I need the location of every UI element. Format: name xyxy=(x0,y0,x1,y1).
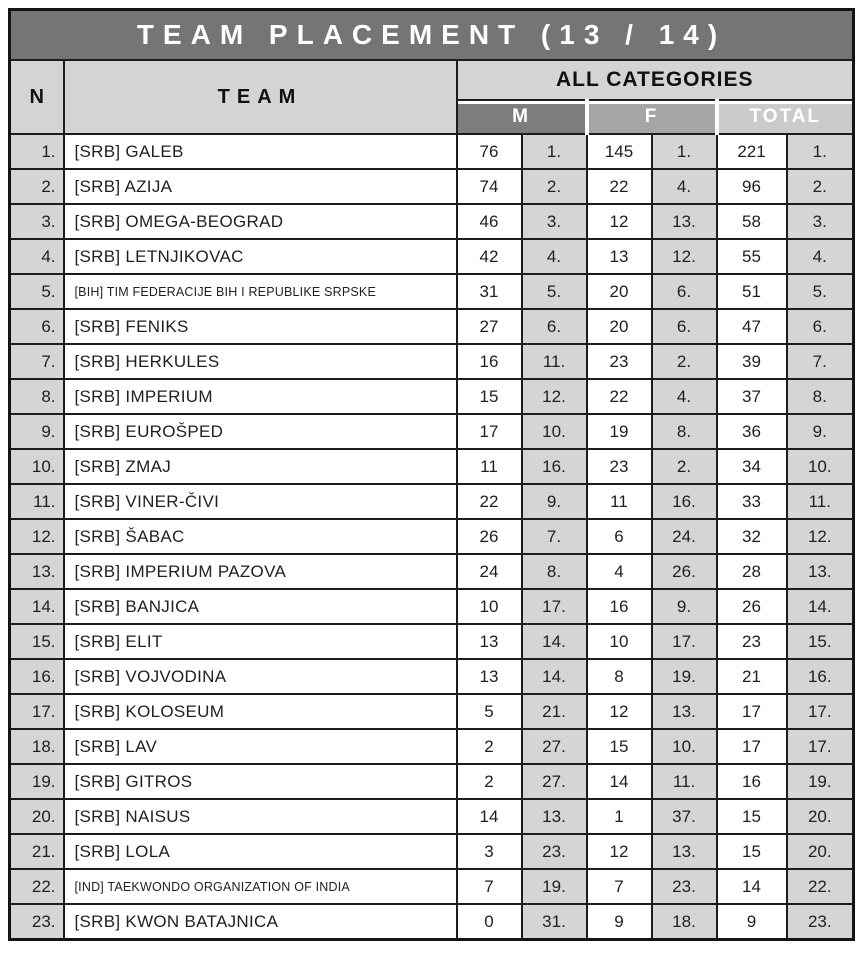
cell-total-rank: 12. xyxy=(787,519,854,554)
cell-team-name: [SRB] KWON BATAJNICA xyxy=(64,904,457,940)
table-row xyxy=(10,554,854,589)
cell-total-rank: 8. xyxy=(787,379,854,414)
cell-m-rank: 6. xyxy=(522,309,587,344)
cell-total-rank: 20. xyxy=(787,799,854,834)
cell-total-value: 221 xyxy=(717,134,787,169)
cell-placement-number: 16. xyxy=(10,659,64,694)
cell-total-rank: 3. xyxy=(787,204,854,239)
cell-m-value: 22 xyxy=(457,484,522,519)
cell-total-value: 96 xyxy=(717,169,787,204)
cell-total-rank: 10. xyxy=(787,449,854,484)
cell-m-rank: 10. xyxy=(522,414,587,449)
cell-total-rank: 23. xyxy=(787,904,854,940)
cell-team-name: [SRB] EUROŠPED xyxy=(64,414,457,449)
cell-f-value: 23 xyxy=(587,449,652,484)
cell-m-value: 2 xyxy=(457,729,522,764)
cell-f-value: 22 xyxy=(587,379,652,414)
cell-m-value: 42 xyxy=(457,239,522,274)
cell-f-value: 9 xyxy=(587,904,652,940)
cell-team-name: [SRB] LAV xyxy=(64,729,457,764)
cell-total-value: 17 xyxy=(717,694,787,729)
cell-f-value: 20 xyxy=(587,274,652,309)
cell-total-value: 58 xyxy=(717,204,787,239)
cell-team-name: [SRB] GITROS xyxy=(64,764,457,799)
cell-total-rank: 11. xyxy=(787,484,854,519)
cell-m-value: 76 xyxy=(457,134,522,169)
cell-total-value: 51 xyxy=(717,274,787,309)
cell-f-value: 23 xyxy=(587,344,652,379)
cell-placement-number: 23. xyxy=(10,904,64,940)
cell-team-name: [SRB] GALEB xyxy=(64,134,457,169)
cell-f-value: 22 xyxy=(587,169,652,204)
cell-m-rank: 3. xyxy=(522,204,587,239)
cell-team-name: [SRB] ŠABAC xyxy=(64,519,457,554)
column-header-team: TEAM xyxy=(64,60,457,134)
cell-total-value: 39 xyxy=(717,344,787,379)
cell-placement-number: 22. xyxy=(10,869,64,904)
cell-total-value: 26 xyxy=(717,589,787,624)
cell-f-rank: 13. xyxy=(652,834,717,869)
cell-team-name: [SRB] BANJICA xyxy=(64,589,457,624)
cell-m-rank: 16. xyxy=(522,449,587,484)
cell-f-rank: 18. xyxy=(652,904,717,940)
cell-f-value: 15 xyxy=(587,729,652,764)
table-row xyxy=(10,309,854,344)
cell-f-value: 6 xyxy=(587,519,652,554)
cell-f-rank: 6. xyxy=(652,309,717,344)
cell-placement-number: 11. xyxy=(10,484,64,519)
cell-f-rank: 9. xyxy=(652,589,717,624)
cell-total-rank: 4. xyxy=(787,239,854,274)
cell-placement-number: 4. xyxy=(10,239,64,274)
table-row xyxy=(10,449,854,484)
cell-placement-number: 14. xyxy=(10,589,64,624)
cell-m-rank: 14. xyxy=(522,624,587,659)
cell-total-rank: 2. xyxy=(787,169,854,204)
table-row xyxy=(10,834,854,869)
cell-m-value: 0 xyxy=(457,904,522,940)
cell-total-value: 9 xyxy=(717,904,787,940)
cell-f-value: 19 xyxy=(587,414,652,449)
team-placement-table xyxy=(8,8,855,941)
cell-placement-number: 20. xyxy=(10,799,64,834)
header-row xyxy=(10,60,854,100)
cell-f-rank: 13. xyxy=(652,694,717,729)
column-header-n: N xyxy=(10,60,64,134)
cell-team-name: [SRB] IMPERIUM PAZOVA xyxy=(64,554,457,589)
placement-sheet xyxy=(8,8,852,941)
cell-team-name: [BIH] TIM FEDERACIJE BIH I REPUBLIKE SRPSKE xyxy=(64,274,457,309)
cell-f-rank: 2. xyxy=(652,449,717,484)
team-table-body xyxy=(10,134,854,940)
cell-team-name: [SRB] ELIT xyxy=(64,624,457,659)
cell-f-rank: 13. xyxy=(652,204,717,239)
table-row xyxy=(10,519,854,554)
cell-f-rank: 4. xyxy=(652,169,717,204)
cell-m-value: 27 xyxy=(457,309,522,344)
cell-total-rank: 20. xyxy=(787,834,854,869)
cell-f-value: 12 xyxy=(587,204,652,239)
cell-total-rank: 5. xyxy=(787,274,854,309)
cell-f-rank: 8. xyxy=(652,414,717,449)
cell-m-rank: 19. xyxy=(522,869,587,904)
cell-f-rank: 11. xyxy=(652,764,717,799)
cell-team-name: [SRB] IMPERIUM xyxy=(64,379,457,414)
cell-team-name: [SRB] FENIKS xyxy=(64,309,457,344)
cell-m-rank: 14. xyxy=(522,659,587,694)
cell-f-rank: 12. xyxy=(652,239,717,274)
cell-f-value: 1 xyxy=(587,799,652,834)
cell-total-value: 21 xyxy=(717,659,787,694)
table-row xyxy=(10,799,854,834)
table-row xyxy=(10,379,854,414)
cell-f-rank: 19. xyxy=(652,659,717,694)
cell-total-rank: 13. xyxy=(787,554,854,589)
cell-team-name: [SRB] HERKULES xyxy=(64,344,457,379)
table-row xyxy=(10,414,854,449)
cell-f-value: 16 xyxy=(587,589,652,624)
title-row xyxy=(10,10,854,61)
cell-total-rank: 22. xyxy=(787,869,854,904)
column-header-total: TOTAL xyxy=(717,100,854,134)
cell-f-rank: 6. xyxy=(652,274,717,309)
cell-total-rank: 9. xyxy=(787,414,854,449)
cell-f-value: 14 xyxy=(587,764,652,799)
cell-m-value: 13 xyxy=(457,624,522,659)
cell-team-name: [SRB] VOJVODINA xyxy=(64,659,457,694)
table-row xyxy=(10,274,854,309)
cell-f-value: 10 xyxy=(587,624,652,659)
cell-m-rank: 27. xyxy=(522,764,587,799)
table-row xyxy=(10,624,854,659)
cell-team-name: [SRB] ZMAJ xyxy=(64,449,457,484)
cell-m-value: 16 xyxy=(457,344,522,379)
cell-placement-number: 8. xyxy=(10,379,64,414)
cell-placement-number: 18. xyxy=(10,729,64,764)
cell-f-value: 12 xyxy=(587,694,652,729)
cell-f-value: 12 xyxy=(587,834,652,869)
cell-team-name: [SRB] VINER-ČIVI xyxy=(64,484,457,519)
cell-m-value: 14 xyxy=(457,799,522,834)
cell-total-value: 36 xyxy=(717,414,787,449)
cell-m-value: 13 xyxy=(457,659,522,694)
cell-total-value: 16 xyxy=(717,764,787,799)
page-title: TEAM PLACEMENT (13 / 14) xyxy=(10,10,854,61)
cell-total-value: 15 xyxy=(717,834,787,869)
cell-placement-number: 21. xyxy=(10,834,64,869)
cell-total-value: 32 xyxy=(717,519,787,554)
cell-f-value: 13 xyxy=(587,239,652,274)
cell-f-value: 4 xyxy=(587,554,652,589)
cell-placement-number: 9. xyxy=(10,414,64,449)
table-row xyxy=(10,344,854,379)
cell-f-value: 7 xyxy=(587,869,652,904)
cell-placement-number: 3. xyxy=(10,204,64,239)
cell-f-rank: 26. xyxy=(652,554,717,589)
cell-m-value: 46 xyxy=(457,204,522,239)
cell-placement-number: 15. xyxy=(10,624,64,659)
cell-total-value: 34 xyxy=(717,449,787,484)
table-row xyxy=(10,589,854,624)
cell-m-value: 7 xyxy=(457,869,522,904)
cell-placement-number: 6. xyxy=(10,309,64,344)
cell-f-value: 20 xyxy=(587,309,652,344)
cell-total-value: 33 xyxy=(717,484,787,519)
cell-placement-number: 19. xyxy=(10,764,64,799)
cell-f-rank: 23. xyxy=(652,869,717,904)
cell-placement-number: 2. xyxy=(10,169,64,204)
table-row xyxy=(10,204,854,239)
cell-team-name: [SRB] OMEGA-BEOGRAD xyxy=(64,204,457,239)
table-row xyxy=(10,764,854,799)
cell-m-value: 10 xyxy=(457,589,522,624)
cell-m-rank: 12. xyxy=(522,379,587,414)
cell-total-rank: 14. xyxy=(787,589,854,624)
cell-total-value: 37 xyxy=(717,379,787,414)
cell-f-rank: 16. xyxy=(652,484,717,519)
cell-m-value: 26 xyxy=(457,519,522,554)
cell-team-name: [SRB] NAISUS xyxy=(64,799,457,834)
cell-placement-number: 17. xyxy=(10,694,64,729)
table-row xyxy=(10,869,854,904)
cell-total-rank: 7. xyxy=(787,344,854,379)
cell-f-value: 8 xyxy=(587,659,652,694)
table-row xyxy=(10,484,854,519)
cell-m-rank: 27. xyxy=(522,729,587,764)
cell-f-rank: 4. xyxy=(652,379,717,414)
cell-total-value: 15 xyxy=(717,799,787,834)
cell-m-rank: 23. xyxy=(522,834,587,869)
table-row xyxy=(10,694,854,729)
cell-total-value: 47 xyxy=(717,309,787,344)
cell-m-rank: 11. xyxy=(522,344,587,379)
cell-m-rank: 21. xyxy=(522,694,587,729)
cell-f-value: 11 xyxy=(587,484,652,519)
cell-f-value: 145 xyxy=(587,134,652,169)
cell-total-value: 14 xyxy=(717,869,787,904)
column-header-all-categories: ALL CATEGORIES xyxy=(457,60,854,100)
cell-placement-number: 1. xyxy=(10,134,64,169)
column-header-male: M xyxy=(457,100,587,134)
cell-f-rank: 24. xyxy=(652,519,717,554)
cell-m-value: 31 xyxy=(457,274,522,309)
cell-total-rank: 1. xyxy=(787,134,854,169)
cell-m-value: 2 xyxy=(457,764,522,799)
cell-total-value: 17 xyxy=(717,729,787,764)
table-row xyxy=(10,904,854,940)
cell-total-rank: 16. xyxy=(787,659,854,694)
cell-total-rank: 17. xyxy=(787,729,854,764)
cell-f-rank: 37. xyxy=(652,799,717,834)
cell-m-value: 5 xyxy=(457,694,522,729)
cell-m-rank: 2. xyxy=(522,169,587,204)
cell-team-name: [SRB] KOLOSEUM xyxy=(64,694,457,729)
cell-m-rank: 31. xyxy=(522,904,587,940)
table-row xyxy=(10,169,854,204)
table-row xyxy=(10,729,854,764)
cell-total-rank: 15. xyxy=(787,624,854,659)
cell-total-value: 28 xyxy=(717,554,787,589)
cell-team-name: [SRB] LETNJIKOVAC xyxy=(64,239,457,274)
cell-placement-number: 10. xyxy=(10,449,64,484)
cell-m-rank: 1. xyxy=(522,134,587,169)
cell-team-name: [SRB] AZIJA xyxy=(64,169,457,204)
cell-f-rank: 17. xyxy=(652,624,717,659)
cell-m-value: 11 xyxy=(457,449,522,484)
cell-m-rank: 7. xyxy=(522,519,587,554)
cell-total-rank: 17. xyxy=(787,694,854,729)
cell-m-value: 15 xyxy=(457,379,522,414)
cell-m-value: 74 xyxy=(457,169,522,204)
cell-team-name: [SRB] LOLA xyxy=(64,834,457,869)
table-row xyxy=(10,134,854,169)
cell-m-rank: 5. xyxy=(522,274,587,309)
table-row xyxy=(10,659,854,694)
cell-total-rank: 19. xyxy=(787,764,854,799)
cell-m-rank: 8. xyxy=(522,554,587,589)
cell-m-rank: 13. xyxy=(522,799,587,834)
column-header-female: F xyxy=(587,100,717,134)
cell-m-rank: 4. xyxy=(522,239,587,274)
cell-m-rank: 17. xyxy=(522,589,587,624)
cell-m-value: 17 xyxy=(457,414,522,449)
cell-total-value: 23 xyxy=(717,624,787,659)
cell-placement-number: 7. xyxy=(10,344,64,379)
cell-f-rank: 2. xyxy=(652,344,717,379)
cell-placement-number: 5. xyxy=(10,274,64,309)
cell-m-rank: 9. xyxy=(522,484,587,519)
table-row xyxy=(10,239,854,274)
cell-total-value: 55 xyxy=(717,239,787,274)
cell-total-rank: 6. xyxy=(787,309,854,344)
cell-f-rank: 10. xyxy=(652,729,717,764)
cell-placement-number: 12. xyxy=(10,519,64,554)
cell-team-name: [IND] TAEKWONDO ORGANIZATION OF INDIA xyxy=(64,869,457,904)
cell-m-value: 24 xyxy=(457,554,522,589)
cell-placement-number: 13. xyxy=(10,554,64,589)
cell-m-value: 3 xyxy=(457,834,522,869)
cell-f-rank: 1. xyxy=(652,134,717,169)
